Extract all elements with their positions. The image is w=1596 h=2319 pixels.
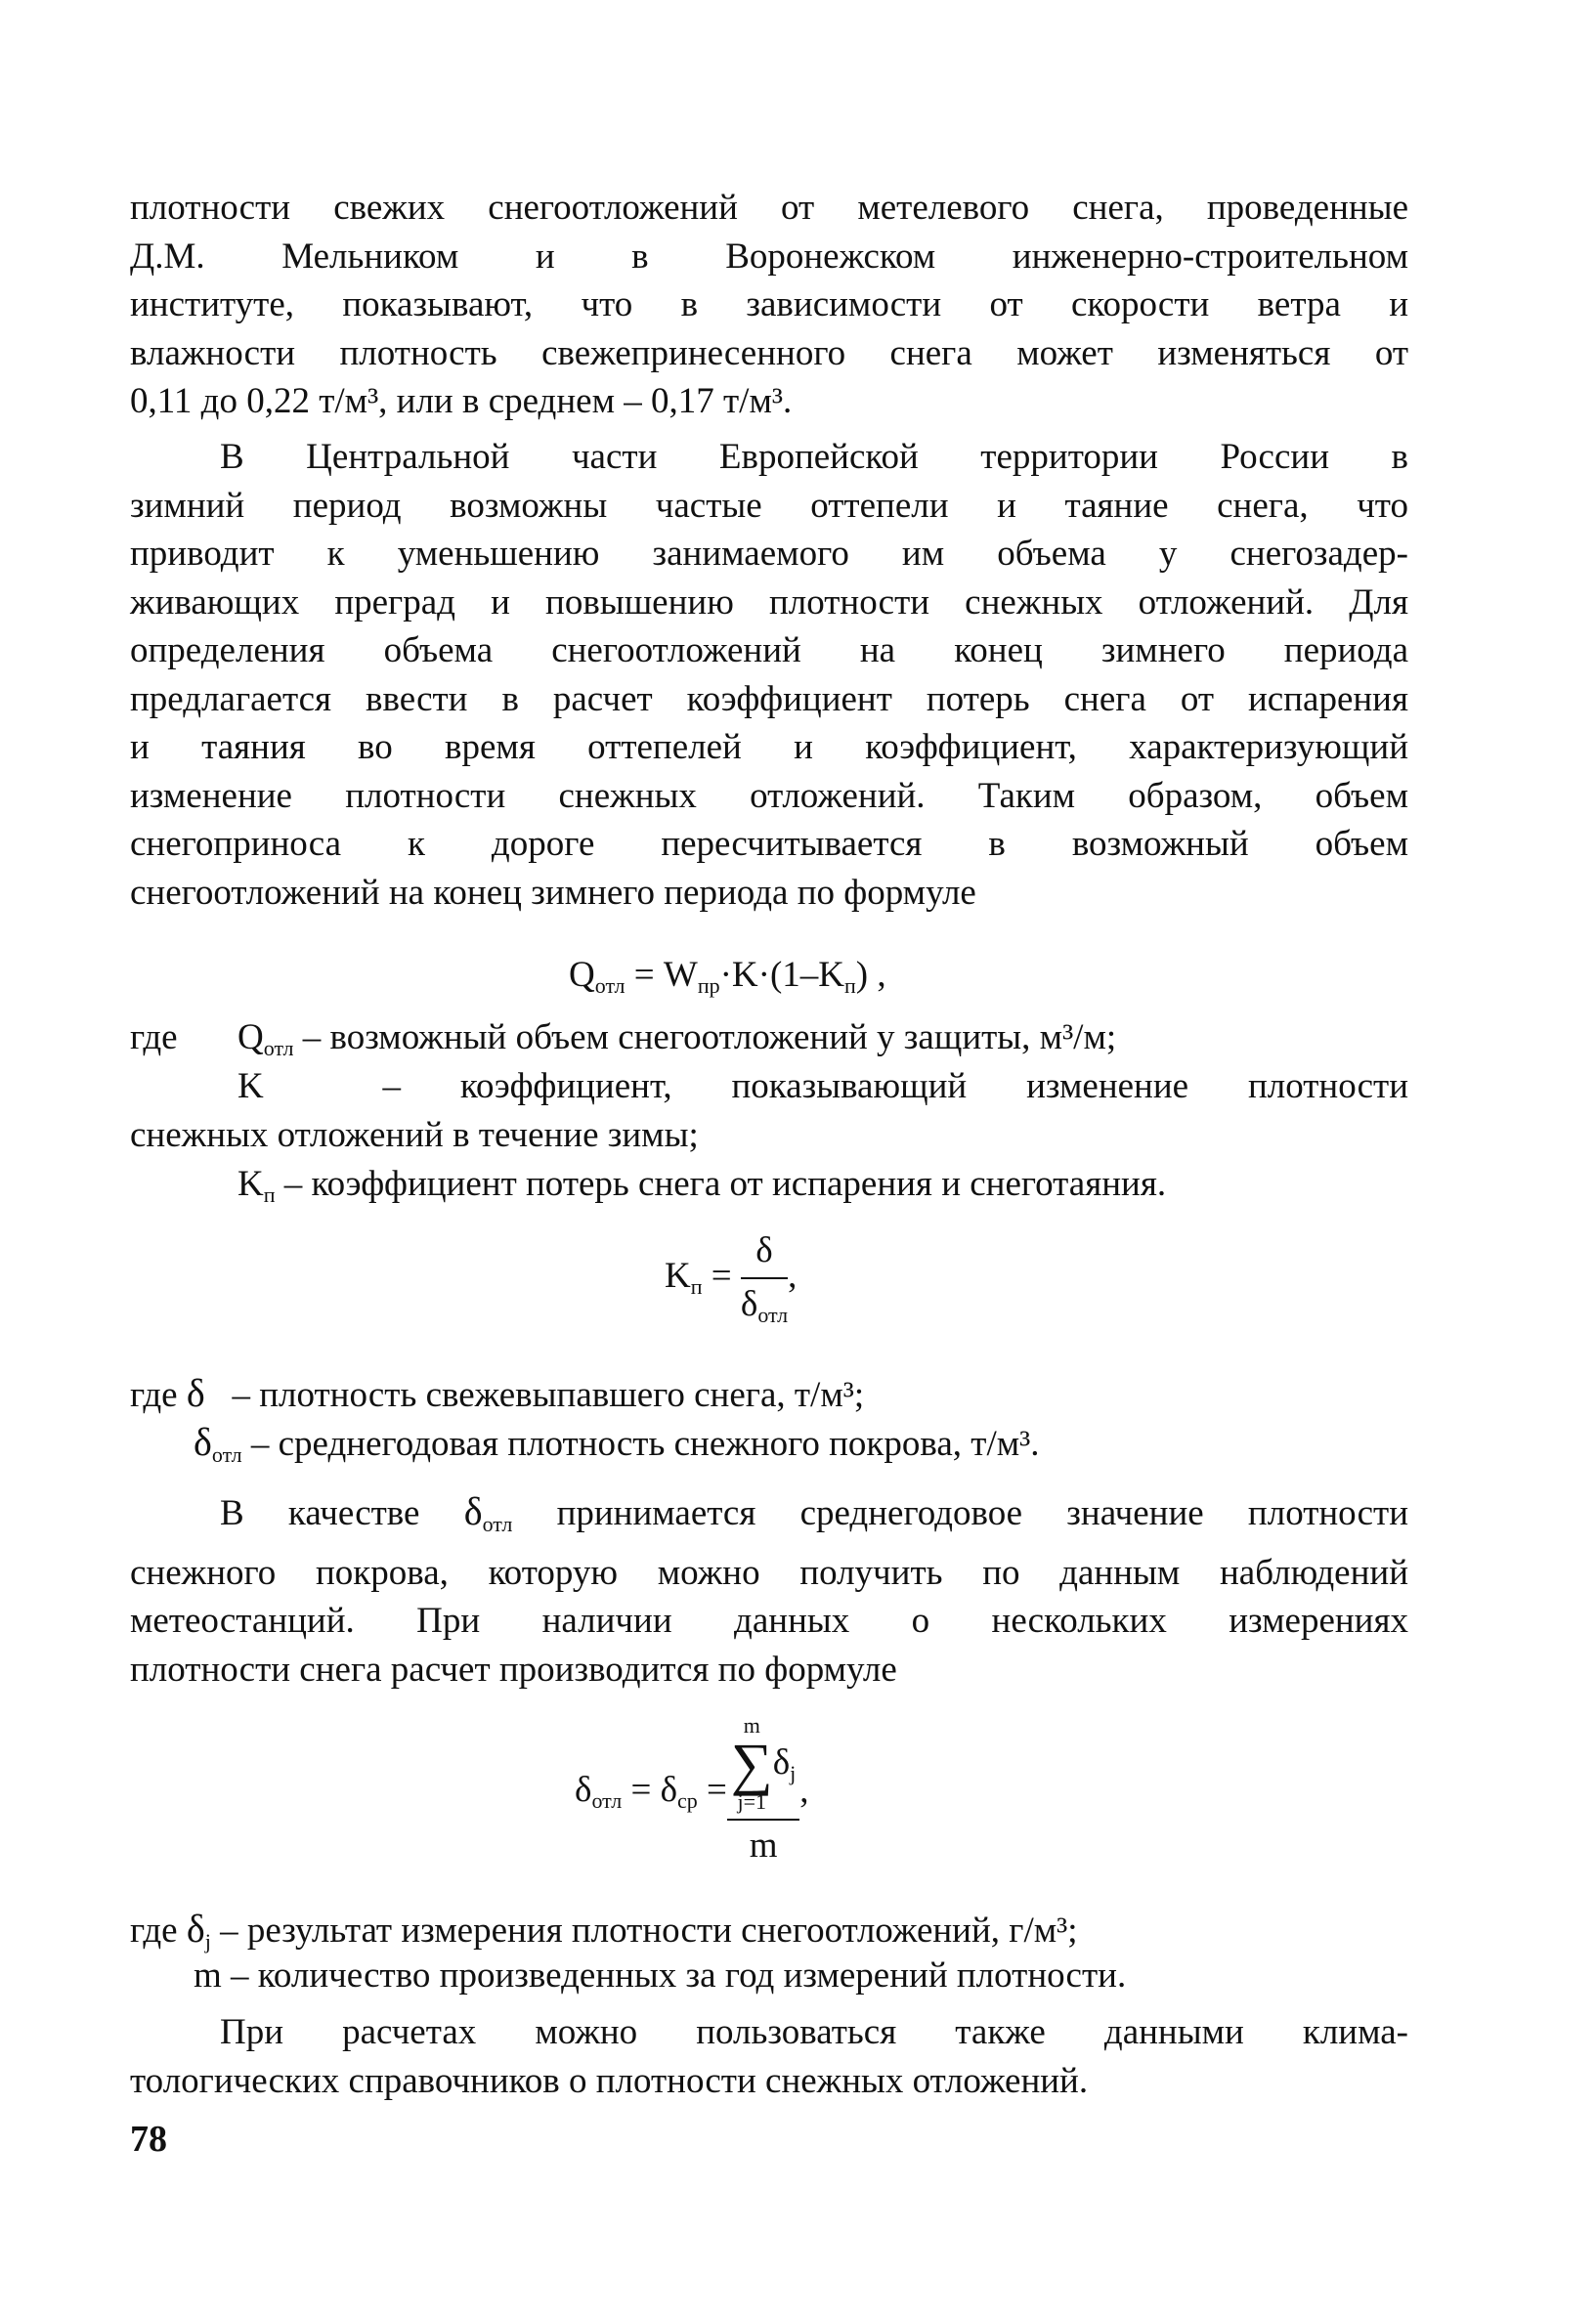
paragraph-4: [130, 2008, 1408, 2105]
formula-symbol: K: [665, 1255, 691, 1296]
definition-k-continued: снежных отложений в течение зимы;: [130, 1115, 699, 1155]
formula-q-otl: [569, 954, 886, 999]
fraction-numerator: δ: [755, 1230, 773, 1270]
formula-expression: ·K·(1–K: [719, 955, 844, 995]
text-line: приводит к уменьшению занимаемого им объема у снегозадер-: [130, 534, 1408, 574]
text-line: определения объема снегоотложений на конец зимнего периода: [130, 630, 1408, 670]
formula-operator: =: [625, 955, 664, 995]
formula-subscript: j: [204, 1929, 211, 1954]
text-line: и таяния во время оттепелей и коэффициент, характеризующий: [130, 727, 1408, 767]
formula-symbol: δ: [575, 1769, 592, 1810]
formula-symbol: K: [237, 1164, 264, 1204]
text-line: снегоотложений на конец зимнего периода по формуле: [130, 872, 976, 913]
definition-m: [194, 1954, 1126, 1997]
text-line: влажности плотность свежепринесенного снега может изменяться от: [130, 332, 1408, 373]
formula-k-p: [665, 1229, 797, 1328]
definition-text: – количество произведенных за год измерений плотности.: [231, 1955, 1127, 1996]
definition-delta-j: [130, 1906, 1078, 1954]
formula-subscript: j: [790, 1760, 797, 1785]
formula-lhs: [575, 1769, 727, 1814]
text-line: изменение плотности снежных отложений. Таким образом, объем: [130, 775, 1408, 816]
definition-text: – результат измерения плотности снегоотложений, г/м³;: [220, 1911, 1078, 1951]
formula-symbol: δ: [463, 1489, 483, 1533]
formula-subscript: п: [844, 973, 856, 998]
where-label: где: [130, 1911, 178, 1951]
formula-punctuation: ,: [799, 1771, 809, 1811]
definition-text: – плотность свежевыпавшего снега, т/м³;: [232, 1375, 865, 1415]
formula-subscript: отл: [263, 1036, 294, 1060]
text-line: плотности свежих снегоотложений от метелевого снега, проведенные: [130, 188, 1408, 228]
formula-expression: ) ,: [855, 955, 886, 995]
definition-k-p: [237, 1163, 1166, 1208]
definition-text: – коэффициент, показывающий изменение плотности: [382, 1066, 1409, 1106]
paragraph-2: [130, 433, 1408, 917]
text-line: 0,11 до 0,22 т/м³, или в среднем – 0,17 т/м³.: [130, 381, 793, 421]
formula-delta-otl: [575, 1715, 809, 1867]
paragraph-1: [130, 184, 1408, 426]
formula-subscript: пр: [697, 973, 720, 998]
summation-upper-limit: m: [743, 1713, 760, 1738]
summation: [731, 1715, 773, 1813]
formula-subscript: п: [263, 1182, 276, 1207]
formula-subscript: ср: [677, 1787, 698, 1813]
formula-symbol: δ: [740, 1284, 758, 1324]
text-fragment: В качестве: [220, 1493, 464, 1533]
fraction: [727, 1715, 799, 1867]
page-number: 78: [130, 2119, 167, 2160]
definition-q-otl: [237, 1016, 1116, 1061]
definition-where: где: [130, 1017, 178, 1057]
fraction-denominator: [741, 1279, 788, 1328]
formula-symbol: Q: [569, 955, 595, 995]
definition-text: – среднегодовая плотность снежного покрова, т/м³.: [250, 1424, 1040, 1464]
text-line: плотности снега расчет производится по формуле: [130, 1649, 897, 1690]
formula-symbol: Q: [237, 1017, 264, 1057]
formula-symbol: δ: [772, 1741, 791, 1782]
formula-symbol: W: [663, 955, 698, 995]
text-line: В Центральной части Европейской территории России в: [220, 437, 1408, 477]
text-line: снегоприноса к дороге пересчитывается в возможный объем: [130, 824, 1408, 864]
text-line: [130, 1487, 1408, 1549]
summation-term: [772, 1741, 797, 1785]
text-line: предлагается ввести в расчет коэффициент потерь снега от испарения: [130, 678, 1408, 719]
formula-operator: =: [702, 1255, 741, 1296]
formula-symbol: δ: [660, 1769, 678, 1810]
formula-operator: =: [622, 1769, 661, 1810]
formula-subscript: отл: [482, 1512, 513, 1536]
formula-subscript: отл: [757, 1303, 789, 1327]
text-line: тологических справочников о плотности снежных отложений.: [130, 2060, 1089, 2101]
formula-symbol: δ: [194, 1420, 212, 1464]
formula-punctuation: ,: [788, 1255, 798, 1296]
text-line: снежного покрова, которую можно получить по данным наблюдений: [130, 1552, 1408, 1593]
summation-lower-limit: j=1: [737, 1789, 767, 1814]
text-fragment: принимается среднегодовое значение плотности: [512, 1493, 1408, 1533]
formula-subscript: отл: [211, 1442, 242, 1467]
formula-symbol: δ: [186, 1371, 205, 1415]
text-line: Д.М. Мельником и в Воронежском инженерно-строительном: [130, 236, 1408, 277]
definition-text: – возможный объем снегоотложений у защиты, м³/м;: [302, 1017, 1117, 1057]
summation-sign: ∑: [730, 1732, 773, 1796]
fraction-denominator: m: [749, 1825, 778, 1866]
text-line: живающих преград и повышению плотности снежных отложений. Для: [130, 581, 1408, 623]
fraction: [741, 1229, 788, 1328]
formula-symbol: δ: [186, 1907, 205, 1951]
definition-where: [130, 1370, 864, 1416]
formula-subscript: отл: [594, 973, 625, 998]
formula-symbol: K: [237, 1066, 264, 1106]
fraction-numerator: [727, 1715, 799, 1819]
text-line: При расчетах можно пользоваться также данными клима-: [220, 2012, 1408, 2052]
definition-text: – коэффициент потерь снега от испарения и снеготаяния.: [283, 1164, 1167, 1204]
definition-delta-otl: [194, 1419, 1040, 1468]
formula-subscript: отл: [591, 1787, 623, 1813]
definition-k: [237, 1065, 1408, 1107]
where-label: где: [130, 1375, 178, 1415]
formula-symbol: m: [194, 1955, 222, 1996]
paragraph-3: [130, 1487, 1408, 1694]
formula-subscript: п: [690, 1273, 703, 1299]
text-line: метеостанций. При наличии данных о нескольких измерениях: [130, 1601, 1408, 1641]
formula-operator: =: [697, 1769, 727, 1810]
text-line: зимний период возможны частые оттепели и таяние снега, что: [130, 485, 1408, 526]
text-line: институте, показывают, что в зависимости от скорости ветра и: [130, 284, 1408, 324]
